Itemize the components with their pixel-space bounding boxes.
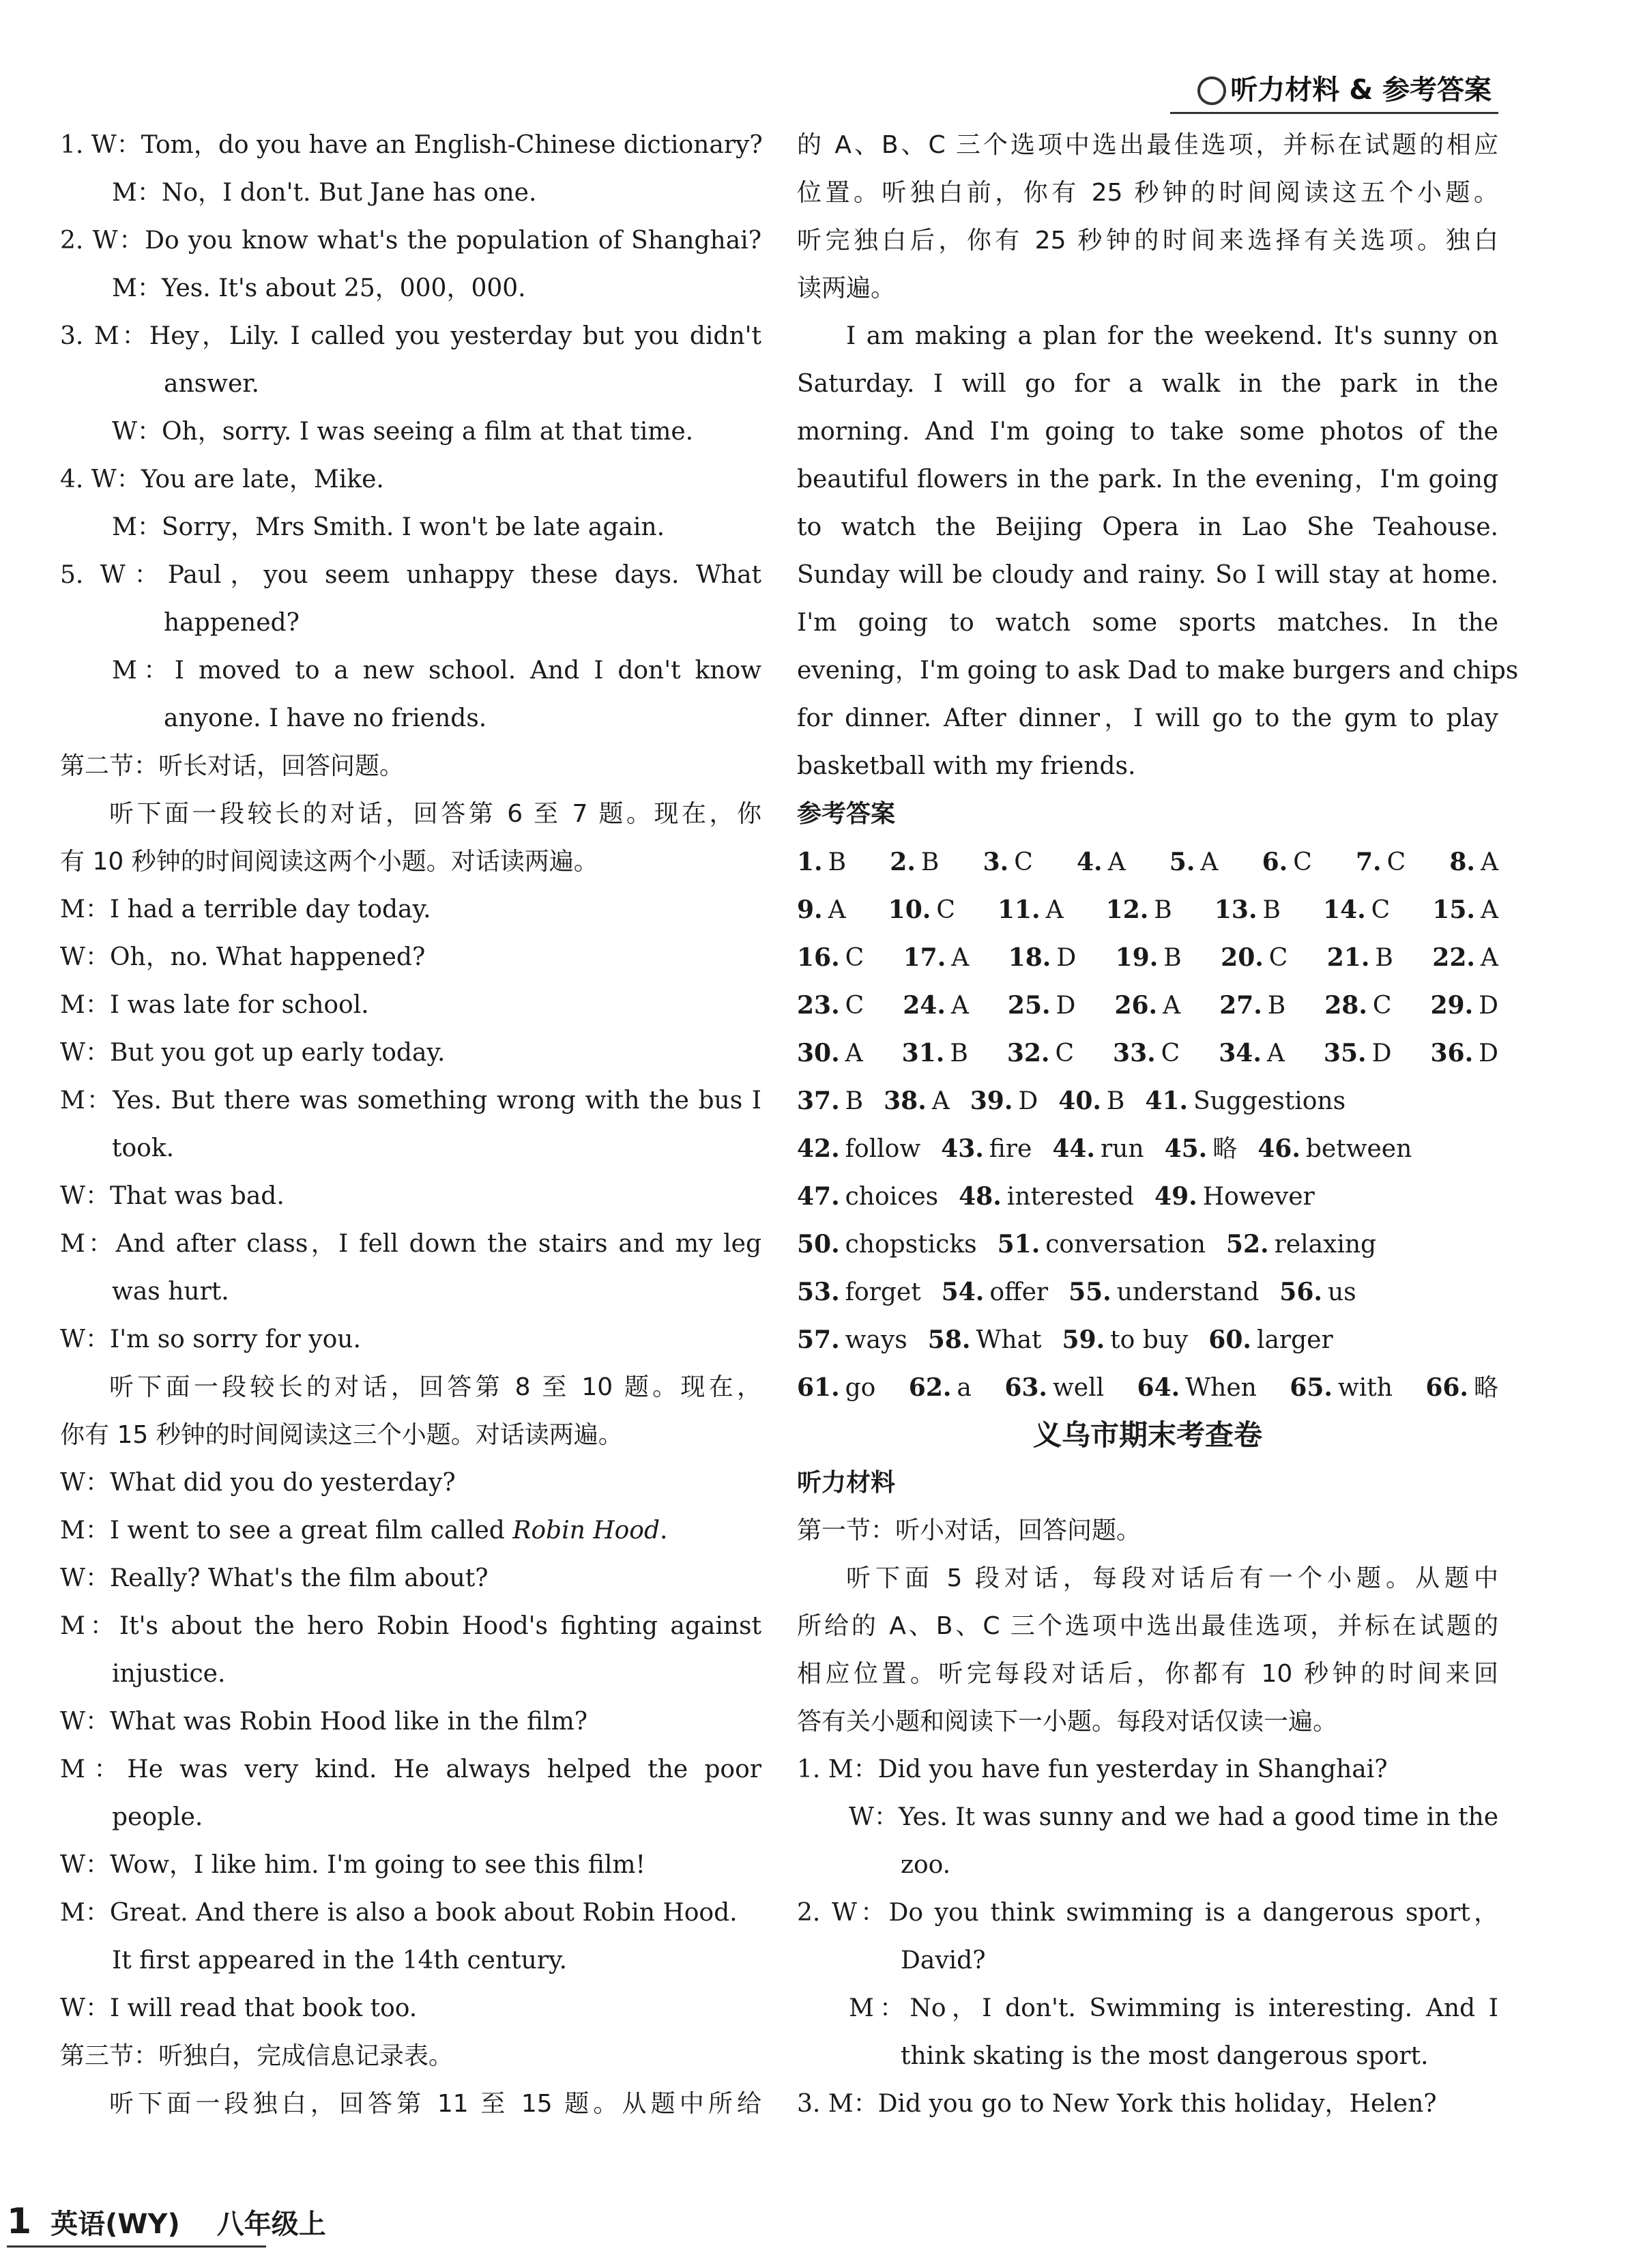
answer-value: C: [1371, 896, 1391, 924]
answer-number: 16.: [797, 943, 840, 972]
dialog-line: was hurt.: [112, 1278, 229, 1306]
dialog-line: M：He was very kind. He always helped the poor: [60, 1755, 761, 1783]
left-column: [60, 121, 761, 2128]
dialog-line: W：I will read that book too.: [60, 1994, 418, 2022]
answer-number: 39.: [970, 1087, 1013, 1115]
answer-item: [941, 1125, 1032, 1173]
answer-number: 49.: [1154, 1182, 1197, 1211]
instruction: 你有 15 秒钟的时间阅读这三个小题。对话读两遍。: [60, 1421, 623, 1449]
answer-value: C: [1014, 848, 1033, 876]
answer-item: [959, 1173, 1134, 1220]
answer-row: [797, 1316, 1498, 1364]
answer-item: [902, 1029, 968, 1077]
answer-number: 9.: [797, 895, 823, 924]
answer-item: [1069, 1268, 1259, 1316]
answer-value: What: [976, 1326, 1042, 1354]
dialog-line: M：No，I don't. But Jane has one.: [112, 179, 537, 207]
answer-item: [1290, 1364, 1393, 1411]
answer-value: B: [1375, 944, 1393, 972]
answer-item: [1007, 1029, 1074, 1077]
answer-value: B: [920, 848, 940, 876]
dialog-line: W：Yes. It was sunny and we had a good time in the: [849, 1803, 1499, 1831]
answer-value: C: [1268, 944, 1288, 972]
answer-value: D: [1056, 944, 1077, 972]
answer-value: A: [845, 1039, 863, 1067]
answer-number: 25.: [1007, 991, 1051, 1020]
dialog-line: anyone. I have no friends.: [164, 704, 487, 732]
dialog-line: W：Oh，no. What happened?: [60, 943, 426, 971]
dialog-line: 1. M：Did you have fun yesterday in Shanghai?: [797, 1755, 1388, 1783]
answer-item: [1058, 1077, 1124, 1125]
answer-number: 5.: [1169, 848, 1195, 876]
answer-number: 33.: [1113, 1039, 1156, 1067]
answer-number: 42.: [797, 1134, 840, 1163]
answer-item: [1114, 981, 1180, 1029]
answer-number: 10.: [888, 895, 931, 924]
answer-item: [1226, 1220, 1376, 1268]
answer-number: 24.: [903, 991, 946, 1020]
right-column: [797, 121, 1519, 2128]
answer-value: run: [1100, 1135, 1144, 1163]
film-title: Robin Hood: [512, 1517, 660, 1545]
answer-item: [1004, 1364, 1104, 1411]
answer-number: 13.: [1214, 895, 1258, 924]
answer-item: [1145, 1077, 1346, 1125]
dialog-line: M：Yes. But there was something wrong with the bus I: [60, 1087, 761, 1115]
answer-value: Suggestions: [1193, 1087, 1346, 1115]
answer-value: B: [1267, 992, 1286, 1020]
instruction: 听下面一段独白，回答第 11 至 15 题。从题中所给: [109, 2090, 761, 2118]
answer-item: [890, 838, 939, 886]
instruction: 的 A、B、C 三个选项中选出最佳选项，并标在试题的相应: [797, 131, 1498, 159]
dialog-line: W：Really? What's the film about?: [60, 1564, 489, 1592]
answer-item: [1262, 838, 1312, 886]
answer-row: [797, 838, 1498, 886]
answer-item: [797, 886, 846, 934]
answer-item: [1116, 934, 1182, 981]
answer-item: [1077, 838, 1126, 886]
answer-item: [797, 1173, 938, 1220]
answer-number: 27.: [1219, 991, 1262, 1020]
dialog-line: happened?: [164, 609, 300, 637]
answer-item: [797, 838, 846, 886]
answer-item: [942, 1268, 1048, 1316]
answer-number: 58.: [927, 1325, 971, 1354]
answer-row: [797, 934, 1498, 981]
answer-number: 56.: [1279, 1278, 1322, 1306]
section-heading: 第一节：听小对话，回答问题。: [797, 1517, 1142, 1545]
answer-value: B: [828, 848, 847, 876]
answer-item: [1106, 886, 1172, 934]
passage-line: I am making a plan for the weekend. It's sunny on: [846, 322, 1498, 350]
answer-value: C: [1055, 1039, 1074, 1067]
answers-heading: 参考答案: [797, 800, 896, 828]
instruction: 听下面 5 段对话，每段对话后有一个小题。从题中: [846, 1564, 1498, 1592]
answer-value: A: [951, 944, 970, 972]
answer-item: [1279, 1268, 1356, 1316]
exam-title: 义乌市期末考查卷: [1032, 1418, 1262, 1452]
answer-row: [797, 886, 1498, 934]
answer-number: 14.: [1323, 895, 1366, 924]
answer-number: 38.: [884, 1087, 927, 1115]
answer-value: offer: [989, 1278, 1049, 1306]
answer-number: 65.: [1290, 1373, 1333, 1402]
answer-value: A: [1163, 992, 1181, 1020]
answer-value: C: [845, 992, 864, 1020]
listening-heading: 听力材料: [797, 1469, 896, 1497]
dialog-line: M：And after class，I fell down the stairs and my leg: [60, 1230, 761, 1258]
answer-item: [797, 1364, 875, 1411]
header-logo-icon: [1197, 76, 1226, 105]
answer-number: 48.: [959, 1182, 1002, 1211]
answer-value: us: [1327, 1278, 1356, 1306]
answer-number: 57.: [797, 1325, 840, 1354]
passage-line: evening，I'm going to ask Dad to make burgers and chips: [797, 657, 1519, 685]
answer-value: B: [1154, 896, 1172, 924]
answer-number: 40.: [1058, 1087, 1101, 1115]
passage-line: Saturday. I will go for a walk in the park in the: [797, 370, 1498, 398]
answer-item: [1356, 838, 1406, 886]
dialog-line: people.: [112, 1803, 203, 1831]
answer-item: [1208, 1316, 1333, 1364]
answer-item: [928, 1316, 1042, 1364]
answer-item: [1052, 1125, 1144, 1173]
passage-line: for dinner. After dinner，I will go to the gym to play: [797, 704, 1498, 732]
answer-number: 45.: [1164, 1134, 1208, 1163]
answer-value: 略: [1212, 1135, 1238, 1163]
answer-number: 12.: [1105, 895, 1149, 924]
section-heading: 第三节：听独白，完成信息记录表。: [60, 2042, 454, 2070]
dialog-line: think skating is the most dangerous sport.: [901, 2042, 1429, 2070]
answer-number: 34.: [1219, 1039, 1262, 1067]
answer-item: [1449, 838, 1498, 886]
answer-number: 20.: [1221, 943, 1264, 972]
answer-item: [1432, 934, 1498, 981]
answer-value: understand: [1116, 1278, 1260, 1306]
answer-value: D: [1479, 992, 1498, 1020]
answer-number: 7.: [1356, 848, 1382, 876]
answer-item: [1113, 1029, 1180, 1077]
answer-value: D: [1479, 1039, 1498, 1067]
answer-row: [797, 1220, 1498, 1268]
answer-number: 30.: [797, 1039, 840, 1067]
answer-value: B: [1106, 1087, 1125, 1115]
dialog-line: 2. W：Do you know what's the population of Shanghai?: [60, 227, 761, 255]
dialog-line: 3. M：Hey，Lily. I called you yesterday but you didn't: [60, 322, 761, 350]
dialog-line: M：No，I don't. Swimming is interesting. And I: [849, 1994, 1498, 2022]
answer-item: [797, 1077, 863, 1125]
answer-number: 53.: [797, 1278, 840, 1306]
answer-item: [797, 1029, 863, 1077]
answer-item: [1062, 1316, 1189, 1364]
answer-number: 26.: [1114, 991, 1158, 1020]
answer-item: [1137, 1364, 1257, 1411]
answer-number: 6.: [1262, 848, 1288, 876]
answer-row: [797, 1029, 1498, 1077]
dialog-line: M：I went to see a great film called Robin Hood.: [60, 1517, 668, 1545]
dialog-text: M：I went to see a great film called: [60, 1517, 505, 1545]
answer-number: 52.: [1225, 1230, 1269, 1259]
answer-number: 66.: [1425, 1373, 1468, 1402]
answer-item: [797, 1125, 920, 1173]
instruction: 听下面一段较长的对话，回答第 8 至 10 题。现在，: [109, 1373, 761, 1401]
answer-item: [998, 886, 1064, 934]
instruction: 所给的 A、B、C 三个选项中选出最佳选项，并标在试题的: [797, 1612, 1498, 1640]
dialog-line: zoo.: [901, 1851, 951, 1879]
answer-number: 2.: [890, 848, 916, 876]
passage-line: to watch the Beijing Opera in Lao She Teahouse.: [797, 513, 1498, 541]
dialog-line: answer.: [164, 370, 259, 398]
answer-number: 17.: [903, 943, 946, 972]
answer-item: [797, 1316, 907, 1364]
answer-item: [1324, 981, 1391, 1029]
dialog-line: took.: [112, 1134, 175, 1162]
answer-row: [797, 1268, 1498, 1316]
answer-value: C: [1386, 848, 1406, 876]
answer-item: [1008, 981, 1076, 1029]
answer-item: [1430, 1029, 1498, 1077]
answer-number: 44.: [1052, 1134, 1095, 1163]
answer-number: 62.: [908, 1373, 952, 1402]
passage-line: morning. And I'm going to take some photos of the: [797, 418, 1498, 446]
answer-number: 21.: [1326, 943, 1370, 972]
answer-value: D: [1371, 1039, 1392, 1067]
answer-value: D: [1056, 992, 1076, 1020]
dialog-line: M：I was late for school.: [60, 991, 369, 1019]
answer-number: 54.: [941, 1278, 985, 1306]
answer-number: 60.: [1208, 1325, 1251, 1354]
answer-item: [1430, 981, 1498, 1029]
answer-row: [797, 1077, 1498, 1125]
dialog-line: W：But you got up early today.: [60, 1039, 446, 1067]
answer-number: 1.: [797, 848, 823, 876]
answer-item: [1258, 1125, 1412, 1173]
answer-value: choices: [845, 1183, 939, 1211]
answer-number: 41.: [1145, 1087, 1189, 1115]
answer-number: 55.: [1069, 1278, 1111, 1306]
instruction: 相应位置。听完每段对话后，你都有 10 秒钟的时间来回: [797, 1660, 1498, 1688]
answer-number: 29.: [1430, 991, 1474, 1020]
answer-value: B: [950, 1039, 968, 1067]
answer-number: 36.: [1430, 1039, 1474, 1067]
answer-number: 32.: [1006, 1039, 1050, 1067]
instruction: 答有关小题和阅读下一小题。每段对话仅读一遍。: [797, 1708, 1338, 1736]
instruction: 有 10 秒钟的时间阅读这两个小题。对话读两遍。: [60, 848, 598, 876]
answer-value: 略: [1473, 1374, 1498, 1402]
answer-item: [903, 934, 970, 981]
answer-value: forget: [845, 1278, 921, 1306]
passage-line: beautiful flowers in the park. In the evening，I'm going: [797, 465, 1498, 493]
page-header: [1197, 68, 1492, 107]
answer-value: However: [1202, 1183, 1315, 1211]
answer-item: [1221, 934, 1288, 981]
footer-underline: [7, 2245, 266, 2248]
answer-value: A: [1266, 1039, 1285, 1067]
header-title: 听力材料 & 参考答案: [1230, 74, 1492, 106]
answer-value: C: [936, 896, 955, 924]
dialog-line: David?: [901, 1947, 986, 1975]
instruction: 位置。听独白前，你有 25 秒钟的时间阅读这五个小题。: [797, 179, 1498, 207]
answer-value: to buy: [1110, 1326, 1189, 1354]
answer-value: fire: [989, 1135, 1032, 1163]
answer-number: 4.: [1076, 848, 1103, 876]
answer-item: [797, 1268, 921, 1316]
answer-number: 31.: [901, 1039, 945, 1067]
answer-number: 46.: [1258, 1134, 1300, 1163]
instruction: 读两遍。: [797, 274, 896, 302]
answer-number: 37.: [797, 1087, 840, 1115]
passage-line: I'm going to watch some sports matches. In the: [797, 609, 1498, 637]
answer-item: [1008, 934, 1077, 981]
answer-number: 11.: [997, 895, 1041, 924]
answer-number: 47.: [797, 1182, 840, 1211]
answer-number: 64.: [1137, 1373, 1180, 1402]
answer-number: 15.: [1432, 895, 1475, 924]
answer-value: C: [1161, 1039, 1180, 1067]
answer-value: larger: [1256, 1326, 1333, 1354]
instruction: 听完独白后，你有 25 秒钟的时间来选择有关选项。独白: [797, 227, 1498, 255]
answer-item: [1154, 1173, 1315, 1220]
answer-value: C: [1293, 848, 1312, 876]
page-footer: [7, 2201, 326, 2242]
answer-value: C: [1372, 992, 1392, 1020]
answer-number: 18.: [1008, 943, 1051, 972]
answer-row: [797, 1125, 1498, 1173]
page-number: 1: [7, 2201, 32, 2242]
answer-item: [888, 886, 955, 934]
answer-value: A: [828, 896, 846, 924]
dialog-line: M：I moved to a new school. And I don't know: [112, 657, 761, 685]
answer-number: 61.: [797, 1373, 840, 1402]
answer-value: C: [845, 944, 864, 972]
answer-number: 8.: [1449, 848, 1475, 876]
dialog-line: M：Great. And there is also a book about Robin Hood.: [60, 1899, 738, 1927]
answer-value: A: [1107, 848, 1126, 876]
dialog-line: W：Oh，sorry. I was seeing a film at that time.: [112, 418, 694, 446]
passage-line: basketball with my friends.: [797, 752, 1136, 780]
answer-value: interested: [1006, 1183, 1135, 1211]
answer-item: [797, 1220, 977, 1268]
answer-item: [1169, 838, 1219, 886]
answer-value: D: [1018, 1087, 1038, 1115]
answer-value: between: [1305, 1135, 1412, 1163]
footer-grade: 八年级上: [216, 2209, 326, 2240]
answer-item: [1432, 886, 1498, 934]
answer-item: [1425, 1364, 1498, 1411]
dialog-line: 5. W：Paul，you seem unhappy these days. What: [60, 561, 761, 589]
answer-value: a: [957, 1374, 972, 1402]
answer-number: 22.: [1432, 943, 1475, 972]
answer-item: [983, 838, 1033, 886]
answer-item: [970, 1077, 1038, 1125]
dialog-line: M：I had a terrible day today.: [60, 895, 431, 923]
answer-item: [1215, 886, 1281, 934]
dialog-line: 4. W：You are late，Mike.: [60, 465, 384, 493]
header-underline: [1170, 112, 1498, 114]
dialog-line: 1. W：Tom，do you have an English-Chinese dictionary?: [60, 131, 763, 159]
answer-item: [1219, 981, 1285, 1029]
footer-subject: 英语(WY): [50, 2209, 180, 2240]
answer-value: A: [1480, 944, 1498, 972]
answer-value: A: [1045, 896, 1064, 924]
answer-value: A: [931, 1087, 950, 1115]
answer-number: 3.: [983, 848, 1009, 876]
answer-number: 23.: [797, 991, 840, 1020]
answer-value: relaxing: [1274, 1231, 1377, 1259]
instruction: 听下面一段较长的对话，回答第 6 至 7 题。现在，你: [109, 800, 761, 828]
dialog-line: W：I'm so sorry for you.: [60, 1325, 361, 1353]
answer-number: 28.: [1324, 991, 1367, 1020]
dialog-line: M：It's about the hero Robin Hood's fighting against: [60, 1612, 761, 1640]
answer-item: [884, 1077, 950, 1125]
answer-number: 19.: [1115, 943, 1159, 972]
dialog-line: 2. W：Do you think swimming is a dangerous sport，: [797, 1899, 1498, 1927]
answer-item: [1219, 1029, 1285, 1077]
answer-number: 59.: [1062, 1325, 1105, 1354]
answer-value: chopsticks: [845, 1231, 977, 1259]
answer-item: [903, 981, 969, 1029]
section-heading: 第二节：听长对话，回答问题。: [60, 752, 405, 780]
answer-item: [1165, 1125, 1238, 1173]
answer-value: follow: [845, 1135, 921, 1163]
answer-item: [998, 1220, 1206, 1268]
answer-value: well: [1052, 1374, 1105, 1402]
answer-item: [797, 981, 864, 1029]
answer-value: B: [1262, 896, 1281, 924]
answer-value: go: [845, 1374, 876, 1402]
dialog-line: W：Wow，I like him. I'm going to see this film!: [60, 1851, 645, 1879]
answer-value: with: [1337, 1374, 1393, 1402]
dialog-line: M：Yes. It's about 25，000，000.: [112, 274, 526, 302]
answer-value: When: [1185, 1374, 1257, 1402]
answer-value: A: [1480, 896, 1498, 924]
dialog-line: W：What did you do yesterday?: [60, 1469, 456, 1497]
answer-item: [909, 1364, 972, 1411]
answer-value: conversation: [1045, 1231, 1206, 1259]
answer-value: B: [1163, 944, 1182, 972]
answer-item: [1327, 934, 1393, 981]
answer-value: A: [950, 992, 969, 1020]
answer-row: [797, 1173, 1498, 1220]
answer-value: B: [845, 1087, 864, 1115]
answer-value: A: [1480, 848, 1498, 876]
answer-row: [797, 1364, 1498, 1411]
answer-number: 43.: [941, 1134, 984, 1163]
dialog-line: W：That was bad.: [60, 1182, 285, 1210]
answer-number: 50.: [797, 1230, 840, 1259]
dialog-line: injustice.: [112, 1660, 226, 1688]
dialog-line: M：Sorry，Mrs Smith. I won't be late again.: [112, 513, 665, 541]
answer-key: [797, 838, 1498, 1411]
answer-item: [797, 934, 864, 981]
answer-item: [1323, 886, 1390, 934]
answer-row: [797, 981, 1498, 1029]
dialog-line: It first appeared in the 14th century.: [112, 1947, 568, 1975]
answer-value: A: [1200, 848, 1219, 876]
dialog-line: W：What was Robin Hood like in the film?: [60, 1708, 588, 1736]
passage-line: Sunday will be cloudy and rainy. So I will stay at home.: [797, 561, 1498, 589]
dialog-line: 3. M：Did you go to New York this holiday，Helen?: [797, 2090, 1437, 2118]
answer-number: 51.: [997, 1230, 1041, 1259]
answer-value: ways: [845, 1326, 907, 1354]
answer-number: 63.: [1004, 1373, 1047, 1402]
answer-number: 35.: [1323, 1039, 1367, 1067]
answer-item: [1324, 1029, 1392, 1077]
